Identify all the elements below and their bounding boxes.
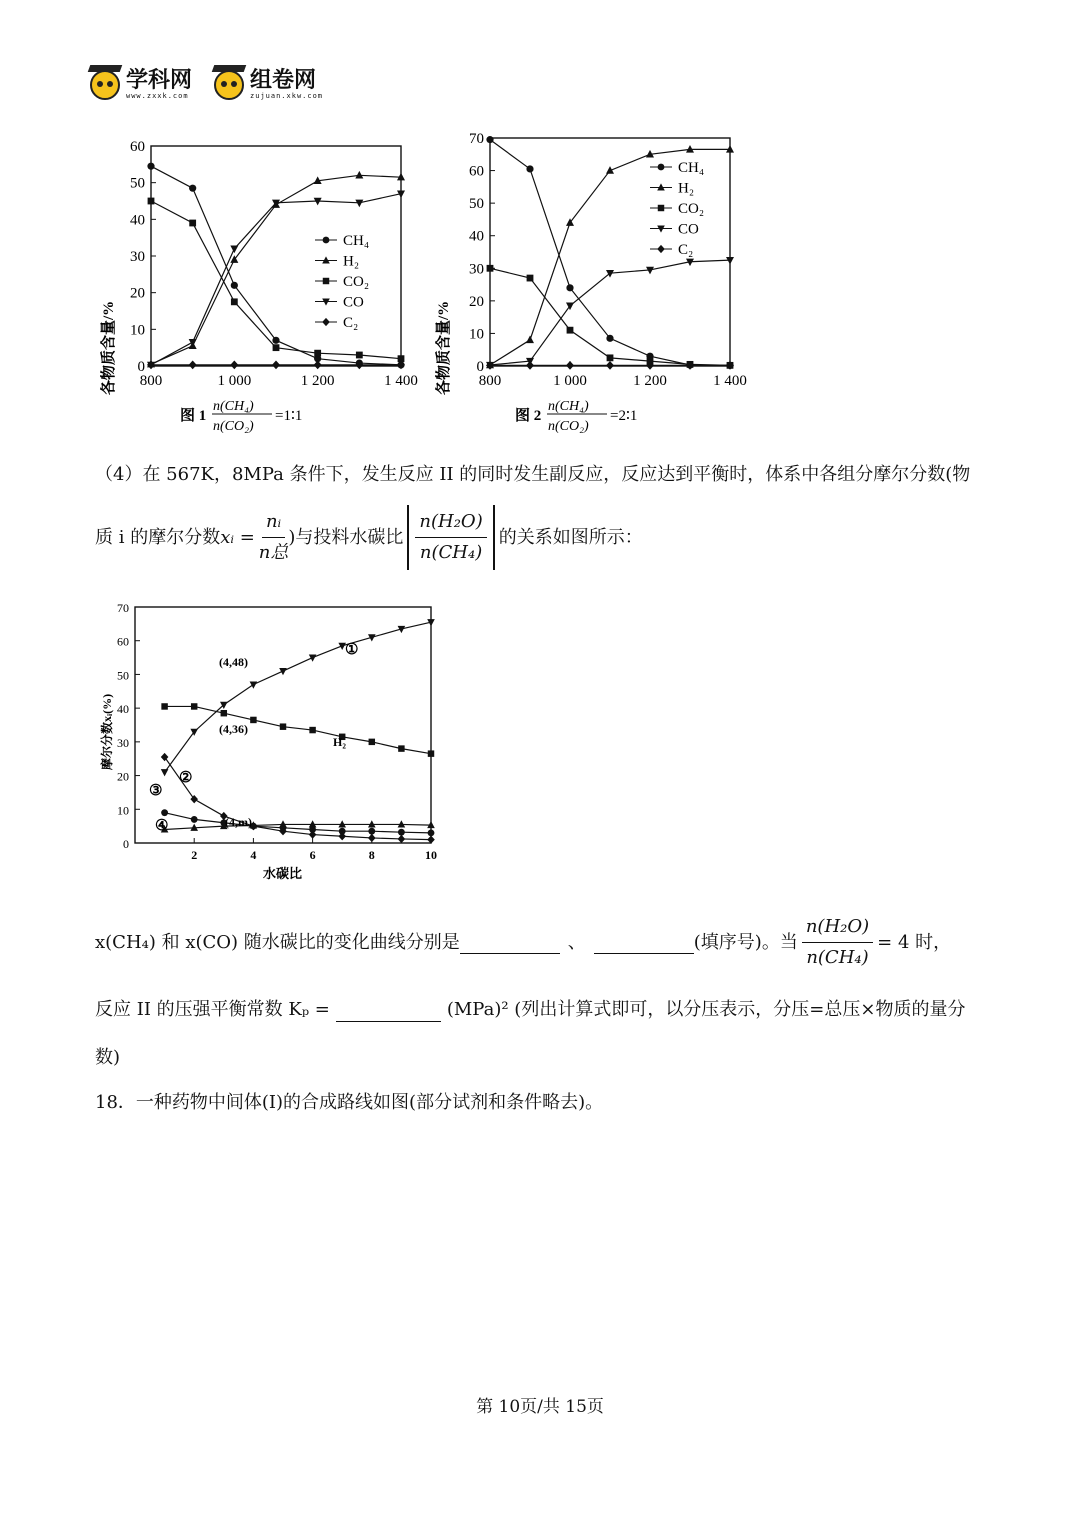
data-point <box>231 282 238 289</box>
y-tick-label: 60 <box>130 139 145 155</box>
y-tick-label: 10 <box>469 326 484 343</box>
data-point <box>272 361 280 370</box>
numerator: n(H₂O) <box>415 507 486 538</box>
data-point <box>191 816 198 823</box>
legend <box>650 160 704 258</box>
y-tick-label: 50 <box>469 196 484 213</box>
y-axis-label: 各物质含量/% <box>101 300 117 395</box>
x-tick-label: 1 000 <box>553 373 587 389</box>
series-line <box>165 622 431 772</box>
data-point <box>526 336 534 344</box>
point-label-m: (4,m) <box>225 815 252 829</box>
text-fragment: 反应 II 的压强平衡常数 Kₚ = <box>95 999 330 1020</box>
denominator: n(CH₄) <box>806 947 869 968</box>
legend-label: CH₄ <box>343 233 370 249</box>
figure-2-chart <box>430 130 747 440</box>
data-point <box>189 361 197 370</box>
curve-label-1: ① <box>345 642 359 658</box>
data-point <box>398 745 404 751</box>
legend-marker <box>323 278 329 284</box>
data-point <box>606 361 614 370</box>
caption-numerator: n(CH₄) <box>213 399 254 414</box>
curve-label-4: ④ <box>155 818 169 834</box>
bracket-ratio <box>407 505 494 570</box>
data-point <box>161 809 168 816</box>
legend-marker <box>322 256 330 263</box>
data-point <box>606 270 614 278</box>
y-tick-label: 60 <box>469 163 484 180</box>
data-point <box>428 750 434 756</box>
fraction <box>415 507 486 568</box>
curve-label-3: ③ <box>149 783 163 799</box>
data-point <box>566 284 573 291</box>
legend <box>315 233 369 331</box>
y-axis-label: 摩尔分数xᵢ(%) <box>100 693 114 770</box>
y-tick-label: 60 <box>117 634 129 649</box>
data-point <box>355 171 363 179</box>
header-logos <box>90 70 323 100</box>
data-point <box>428 829 435 836</box>
series-line <box>165 813 431 833</box>
data-point <box>486 136 493 143</box>
text-fragment: )与投料水碳比 <box>288 526 404 548</box>
y-tick-label: 10 <box>117 803 129 818</box>
text-fragment: x(CH₄) 和 x(CO) 随水碳比的变化曲线分别是 <box>95 931 460 953</box>
data-point <box>527 275 534 282</box>
y-tick-label: 30 <box>469 261 484 278</box>
denominator: n总 <box>258 542 289 563</box>
data-point <box>148 198 155 205</box>
x-axis-label: 水碳比 <box>263 866 303 881</box>
data-point <box>273 344 280 351</box>
y-tick-label: 0 <box>123 837 129 851</box>
data-point <box>368 834 376 842</box>
data-point <box>566 361 574 370</box>
data-point <box>368 828 375 835</box>
caption-denominator: n(CO₂) <box>548 419 589 434</box>
answer-blank-1[interactable] <box>460 931 560 954</box>
legend-label: CO₂ <box>678 201 705 217</box>
x-tick-label: 1 000 <box>217 373 252 389</box>
y-tick-label: 40 <box>130 212 145 229</box>
figure-1-chart <box>95 130 425 440</box>
x-tick-label: 8 <box>368 848 375 862</box>
x-tick-label: 1 400 <box>713 373 747 389</box>
series-line <box>165 706 431 753</box>
data-point <box>355 200 363 208</box>
legend-marker <box>657 225 665 232</box>
data-point <box>314 350 321 357</box>
legend-marker <box>323 237 330 244</box>
legend-label: CH₄ <box>678 160 705 176</box>
legend-label: H₂ <box>343 253 360 270</box>
series-line <box>151 166 401 365</box>
y-tick-label: 70 <box>469 131 484 147</box>
question-4-ask <box>95 912 951 973</box>
data-point <box>272 337 279 344</box>
text-fragment: 的关系如图所示： <box>498 526 643 548</box>
text-fragment: 质 i 的摩尔分数 <box>95 526 221 548</box>
data-point <box>161 703 167 709</box>
denominator: n(CH₄) <box>419 542 483 563</box>
legend-label: CO <box>343 294 364 311</box>
text-fragment: = 4 时， <box>877 931 952 953</box>
legend-label: CO₂ <box>343 274 370 290</box>
numerator: n(H₂O) <box>802 912 873 943</box>
data-point <box>189 185 196 192</box>
y-tick-label: 70 <box>117 601 129 615</box>
x-tick-label: 1 200 <box>300 373 335 389</box>
data-point <box>487 265 494 272</box>
data-point <box>221 710 227 716</box>
legend-label: C₂ <box>678 242 694 258</box>
data-point <box>526 361 534 370</box>
data-point <box>369 739 375 745</box>
zxxk-logo <box>90 70 192 100</box>
legend-marker <box>657 183 665 190</box>
y-axis-label: 各物质含量/% <box>436 300 452 395</box>
question-18: 18．一种药物中间体(I)的合成路线如图(部分试剂和条件略去)。 <box>95 1092 604 1113</box>
plot-frame <box>151 146 401 366</box>
y-tick-label: 20 <box>130 285 145 302</box>
data-point <box>250 682 258 689</box>
mascot-icon <box>214 70 244 100</box>
text-fragment: (填序号)。当 <box>693 931 798 953</box>
logo-url: www.zxxk.com <box>126 92 189 100</box>
annotations <box>149 642 358 834</box>
legend-label: CO <box>678 221 699 238</box>
data-point <box>231 298 238 305</box>
data-point <box>147 163 154 170</box>
xi-symbol: xᵢ = <box>220 526 255 548</box>
legend-label: H₂ <box>678 180 695 197</box>
y-tick-label: 30 <box>130 249 145 265</box>
data-point <box>314 361 322 370</box>
zujuan-logo <box>214 70 323 100</box>
data-point <box>280 723 286 729</box>
x-tick-label: 800 <box>139 373 163 389</box>
answer-blank-2[interactable] <box>594 931 694 954</box>
y-tick-label: 10 <box>130 322 145 339</box>
data-point <box>356 352 363 359</box>
point-label-36: (4,36) <box>219 722 248 736</box>
y-tick-label: 50 <box>117 668 129 683</box>
question-4-line2 <box>95 505 643 570</box>
x-tick-label: 1 400 <box>384 373 418 389</box>
caption-numerator: n(CH₄) <box>548 399 589 414</box>
data-point <box>189 220 196 227</box>
data-point <box>567 327 574 334</box>
x-tick-label: 2 <box>191 848 198 862</box>
y-tick-label: 20 <box>469 293 484 310</box>
question-4-kp-cont: 数) <box>95 1047 121 1068</box>
data-point <box>526 165 533 172</box>
caption-prefix: 图 2 <box>515 408 542 424</box>
y-tick-label: 0 <box>476 359 484 375</box>
caption-ratio: =2∶1 <box>610 408 638 424</box>
legend-marker <box>658 164 665 171</box>
data-point <box>607 354 614 361</box>
logo-name: 学科网 <box>126 68 193 93</box>
data-point <box>398 829 405 836</box>
legend-marker <box>322 318 330 326</box>
y-tick-label: 40 <box>117 702 129 717</box>
y-tick-label: 0 <box>137 359 145 375</box>
answer-blank-3[interactable] <box>336 999 441 1022</box>
data-point <box>230 361 238 370</box>
data-point <box>191 703 197 709</box>
data-point <box>606 335 613 342</box>
water-carbon-ratio <box>802 912 873 973</box>
curve-label-2: ② <box>179 770 193 786</box>
caption-ratio: =1∶1 <box>275 408 303 424</box>
curve-label-h2: H₂ <box>333 735 346 749</box>
question-4-line1: （4）在 567K，8MPa 条件下，发生反应 II 的同时发生副反应，反应达到平衡时，体系中各组分摩尔分数(物 <box>95 464 971 485</box>
x-tick-label: 1 200 <box>633 373 667 389</box>
page-footer: 第 10页/共 15页 <box>476 1397 604 1417</box>
logo-url: zujuan.xkw.com <box>250 92 324 100</box>
series-line <box>490 268 730 365</box>
data-point <box>339 828 346 835</box>
y-tick-label: 50 <box>130 175 145 192</box>
mascot-icon <box>90 70 120 100</box>
logo-name: 组卷网 <box>250 68 317 93</box>
data-point <box>230 245 238 253</box>
data-point <box>250 717 256 723</box>
legend-label: C₂ <box>343 315 359 331</box>
numerator: nᵢ <box>262 507 285 538</box>
caption-prefix: 图 1 <box>180 408 207 424</box>
x-tick-label: 6 <box>309 848 316 862</box>
data-point <box>189 339 197 347</box>
data-point <box>161 769 169 776</box>
x-tick-label: 4 <box>250 848 257 862</box>
data-point <box>398 835 406 843</box>
y-tick-label: 40 <box>469 228 484 245</box>
x-tick-label: 10 <box>425 848 437 862</box>
x-tick-label: 800 <box>478 373 502 389</box>
y-tick-label: 20 <box>117 769 129 784</box>
legend-marker <box>658 205 664 211</box>
text-fragment: (MPa)² (列出计算式即可，以分压表示，分压=总压×物质的量分 <box>446 999 966 1020</box>
caption-denominator: n(CO₂) <box>213 419 254 434</box>
legend-marker <box>322 298 330 305</box>
figure-3-chart <box>95 595 445 885</box>
mole-fraction <box>259 507 289 568</box>
data-point <box>309 727 315 733</box>
text-fragment: 、 <box>567 931 586 953</box>
legend-marker <box>657 245 665 253</box>
point-label-48: (4,48) <box>219 655 248 669</box>
question-4-kp <box>95 995 965 1025</box>
y-tick-label: 30 <box>117 735 129 750</box>
